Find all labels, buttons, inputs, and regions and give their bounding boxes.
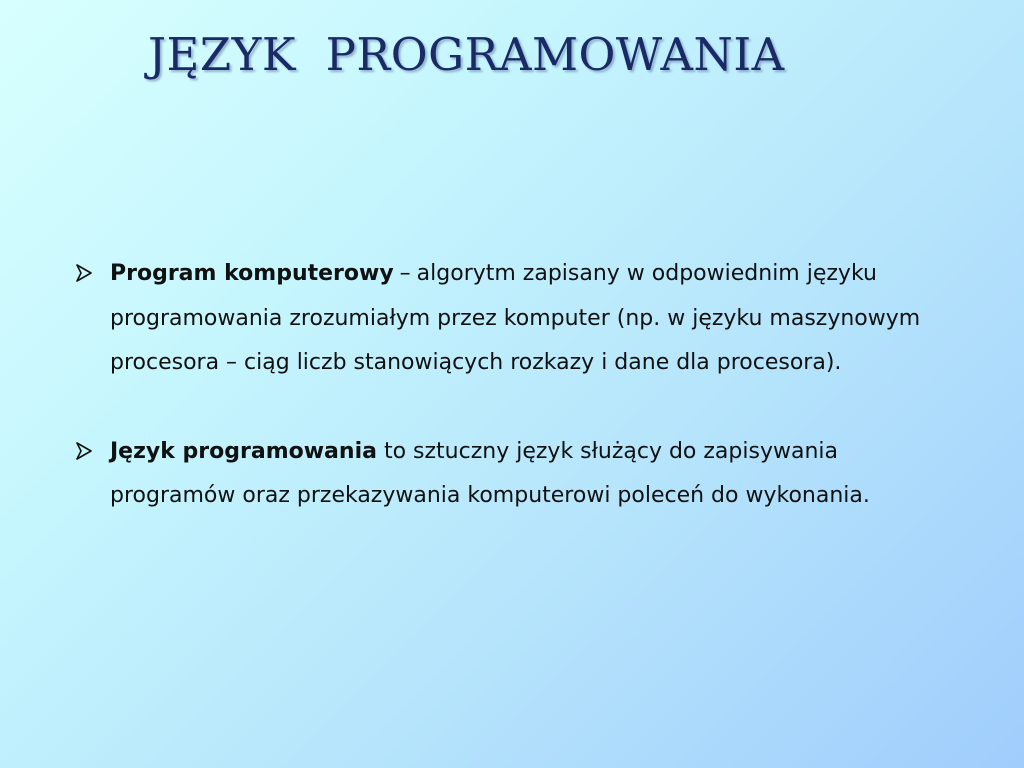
bullet-description: to sztuczny język służący do zapisywania programów oraz przekazywania komputerowi poleceń do wykonania. (110, 438, 870, 508)
bullet-term: Język programowania (110, 438, 377, 464)
arrow-bullet-icon (76, 264, 92, 282)
bullet-list (76, 252, 956, 519)
arrow-bullet-icon (76, 442, 92, 460)
bullet-term: Program komputerowy (110, 261, 394, 286)
slide-title: JĘZYK PROGRAMOWANIA (148, 28, 785, 81)
bullet-description: algorytm zapisany w odpowiednim języku programowania zrozumiałym przez komputer (np. w języku maszynowym procesora – ciąg liczb stanowiących rozkazy i dane dla procesora). (110, 261, 921, 375)
bullet-item (76, 430, 956, 519)
bullet-separator: – (399, 261, 411, 286)
bullet-item (76, 252, 956, 386)
